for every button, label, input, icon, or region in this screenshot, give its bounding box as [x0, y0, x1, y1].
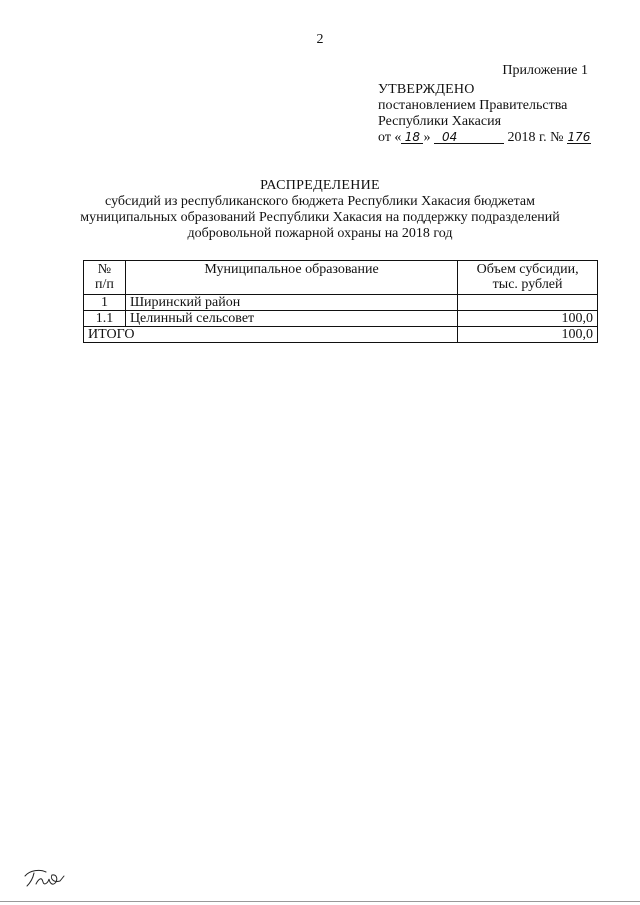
- table-row: [84, 311, 598, 327]
- row-amount: [458, 295, 598, 311]
- header-num-line-2: п/п: [95, 277, 114, 292]
- table-row: [84, 295, 598, 311]
- approval-block: [378, 82, 591, 146]
- handwritten-number: 176: [567, 130, 591, 144]
- approved-label: УТВЕРЖДЕНО: [378, 82, 475, 97]
- appendix-label: Приложение 1: [502, 63, 588, 78]
- subsidy-table: [83, 260, 598, 343]
- approval-line-1: постановлением Правительства: [378, 98, 568, 113]
- page-number: 2: [316, 32, 324, 47]
- document-title: РАСПРЕДЕЛЕНИЕ: [260, 178, 380, 193]
- handwritten-month: 04: [434, 131, 504, 144]
- document-heading: [0, 178, 640, 242]
- header-num: [84, 261, 126, 295]
- table-header-row: [84, 261, 598, 295]
- row-num: 1: [84, 295, 126, 311]
- header-amount: [458, 261, 598, 295]
- handwritten-initials-mark: [22, 864, 66, 890]
- page-bottom-edge: [0, 901, 640, 902]
- heading-line-2: муниципальных образований Республики Хакасия на поддержку подразделений: [80, 210, 560, 225]
- handwritten-day: 18: [401, 131, 423, 144]
- approval-line-2: Республики Хакасия: [378, 114, 502, 129]
- date-suffix: »: [423, 130, 431, 145]
- header-municipality: Муниципальное образование: [125, 261, 457, 295]
- year-and-number-label: 2018 г. №: [507, 130, 564, 145]
- total-amount: 100,0: [458, 327, 598, 343]
- heading-line-1: субсидий из республиканского бюджета Республики Хакасия бюджетам: [105, 194, 535, 209]
- date-prefix: от «: [378, 130, 402, 145]
- total-label: ИТОГО: [84, 327, 458, 343]
- header-amount-line-2: тыс. рублей: [492, 277, 563, 292]
- table-total-row: [84, 327, 598, 343]
- header-amount-line-1: Объем субсидии,: [476, 262, 579, 277]
- row-municipality: Ширинский район: [125, 295, 457, 311]
- heading-line-3: добровольной пожарной охраны на 2018 год: [187, 226, 453, 241]
- header-num-line-1: №: [97, 262, 112, 277]
- row-municipality: Целинный сельсовет: [125, 311, 457, 327]
- row-num: 1.1: [84, 311, 126, 327]
- row-amount: 100,0: [458, 311, 598, 327]
- approval-date-line: [378, 130, 591, 146]
